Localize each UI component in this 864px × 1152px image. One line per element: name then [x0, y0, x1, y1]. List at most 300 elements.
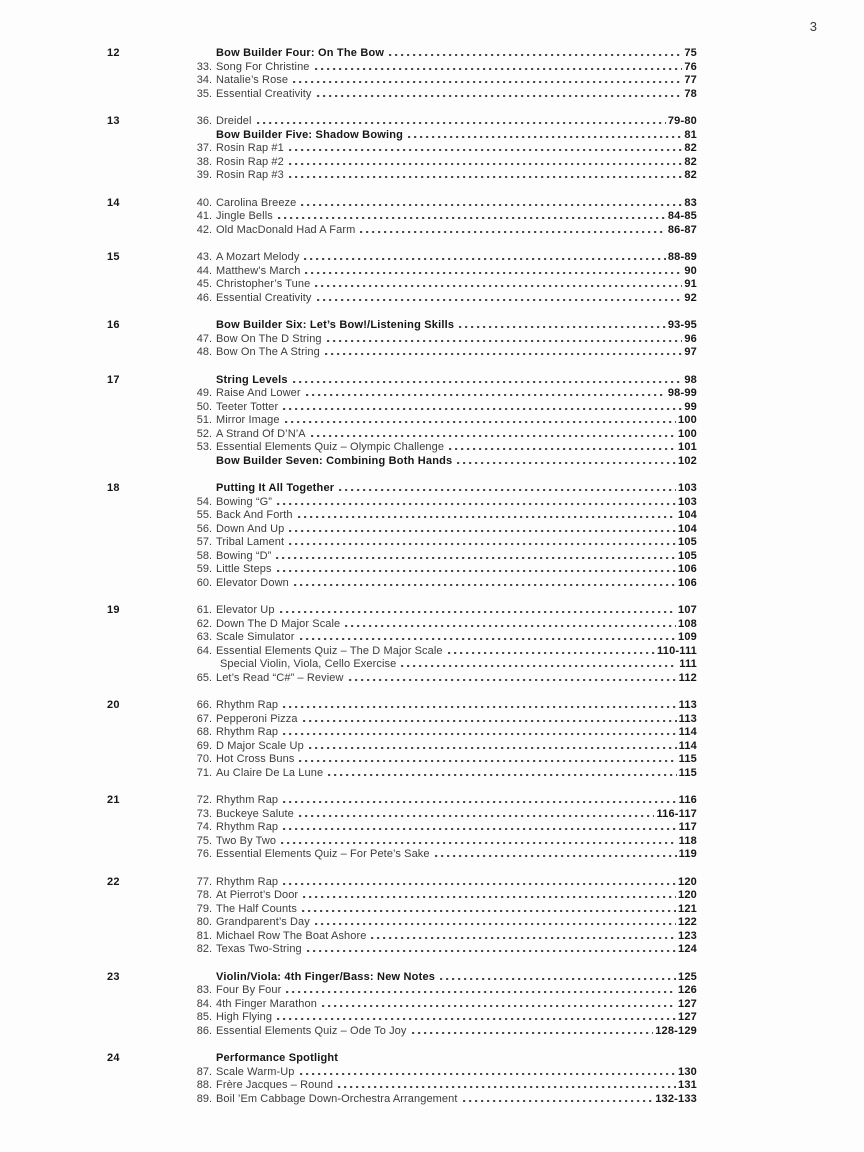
- entry-page-number: 88-89: [667, 251, 697, 263]
- entry-title: Song For Christine: [216, 60, 310, 73]
- entry-title: High Flying: [216, 1011, 273, 1023]
- toc-entry-row: [186, 428, 697, 442]
- dot-leader: [300, 638, 677, 640]
- toc-section-heading-row: [186, 1052, 697, 1066]
- toc-entry-row: [186, 808, 697, 822]
- toc-entry-row: [186, 821, 697, 835]
- entry-title: Bow Builder Six: Let’s Bow!/Listening Skills: [216, 319, 455, 331]
- toc-entry-row: [186, 142, 697, 156]
- toc-entry-row: [186, 1025, 697, 1039]
- entry-title: Rhythm Rap: [216, 821, 279, 833]
- entry-number: 80.: [196, 916, 212, 928]
- toc-entry-row: [186, 523, 697, 537]
- entry-page-number: 100: [678, 427, 697, 440]
- toc-entry-row: [186, 88, 697, 102]
- entry-title: Bow On The D String: [216, 332, 322, 345]
- dot-leader: [457, 462, 676, 464]
- toc-entry-row: [186, 563, 697, 577]
- entry-number: 41.: [196, 210, 212, 222]
- entry-page-number: 82: [684, 142, 697, 154]
- entry-number: 69.: [196, 739, 212, 752]
- entry-page-number: 102: [678, 454, 697, 467]
- entry-title: Essential Elements Quiz – Ode To Joy: [216, 1024, 407, 1037]
- entry-title: Four By Four: [216, 984, 282, 996]
- toc-entry-row: [186, 387, 697, 401]
- dot-leader: [317, 299, 683, 301]
- unit-block: [107, 482, 697, 590]
- unit-entries: [186, 115, 697, 183]
- toc-entry-row: [186, 115, 697, 129]
- dot-leader: [306, 394, 666, 396]
- toc-entry-row: [186, 889, 697, 903]
- entry-title: Violin/Viola: 4th Finger/Bass: New Notes: [216, 970, 436, 983]
- unit-entries: [186, 251, 697, 305]
- dot-leader: [299, 815, 655, 817]
- unit-block: [107, 47, 697, 101]
- unit-block: [107, 794, 697, 862]
- entry-number: 79.: [196, 902, 212, 915]
- entry-number: 55.: [196, 509, 212, 521]
- dot-leader: [305, 272, 682, 274]
- entry-page-number: 101: [678, 441, 697, 453]
- entry-title: Boil ’Em Cabbage Down-Orchestra Arrangement: [216, 1092, 458, 1105]
- dot-leader: [289, 163, 683, 165]
- entry-page-number: 106: [678, 576, 697, 589]
- entry-number: 77.: [196, 875, 212, 888]
- dot-leader: [283, 883, 676, 885]
- toc-entry-row: [186, 441, 697, 455]
- unit-entries: [186, 876, 697, 957]
- entry-page-number: 124: [678, 943, 697, 955]
- entry-number: 50.: [196, 400, 212, 413]
- entry-number: 45.: [196, 278, 212, 290]
- dot-leader: [276, 557, 676, 559]
- entry-page-number: 75: [684, 47, 697, 59]
- entry-number: 40.: [196, 196, 212, 209]
- entry-page-number: 100: [678, 414, 697, 426]
- dot-leader: [257, 122, 666, 124]
- dot-leader: [309, 747, 677, 749]
- entry-title: Bowing “D”: [216, 549, 272, 562]
- entry-title: Raise And Lower: [216, 387, 301, 399]
- entry-number: 60.: [196, 576, 212, 589]
- dot-leader: [315, 285, 682, 287]
- entry-page-number: 97: [684, 346, 697, 358]
- entry-title: Little Steps: [216, 563, 272, 575]
- entry-title: Michael Row The Boat Ashore: [216, 929, 367, 942]
- entry-number: 66.: [196, 699, 212, 711]
- unit-entries: [186, 482, 697, 590]
- entry-title: 4th Finger Marathon: [216, 997, 317, 1010]
- toc-section-heading-row: [186, 319, 697, 333]
- toc-entry-row: [186, 604, 697, 618]
- entry-page-number: 112: [678, 671, 697, 684]
- dot-leader: [389, 54, 682, 56]
- entry-page-number: 90: [684, 264, 697, 277]
- entry-title: Essential Creativity: [216, 87, 312, 100]
- entry-title: A Mozart Melody: [216, 251, 300, 263]
- unit-number: 21: [107, 794, 120, 806]
- entry-page-number: 127: [678, 997, 697, 1010]
- entry-number: 88.: [196, 1079, 212, 1091]
- dot-leader: [311, 435, 676, 437]
- dot-leader: [294, 584, 676, 586]
- entry-page-number: 111: [679, 658, 697, 670]
- toc-entry-row: [186, 848, 697, 862]
- entry-title: Performance Spotlight: [216, 1052, 339, 1064]
- unit-number: 18: [107, 482, 120, 494]
- entry-page-number: 119: [678, 848, 697, 860]
- entry-number: 81.: [196, 929, 212, 942]
- unit-block: [107, 197, 697, 238]
- toc-entry-row: [186, 672, 697, 686]
- entry-page-number: 126: [678, 984, 697, 996]
- toc-entry-row: [186, 903, 697, 917]
- dot-leader: [303, 720, 677, 722]
- dot-leader: [307, 950, 676, 952]
- dot-leader: [440, 978, 676, 980]
- entry-title: Rhythm Rap: [216, 699, 279, 711]
- toc-section-heading-row: [186, 971, 697, 985]
- unit-entries: [186, 971, 697, 1039]
- entry-page-number: 107: [678, 604, 697, 616]
- toc-entry-row: [186, 943, 697, 957]
- toc-entry-row: [186, 876, 697, 890]
- unit-number: 20: [107, 699, 120, 711]
- toc-entry-row: [186, 916, 697, 930]
- entry-number: 73.: [196, 807, 212, 820]
- entry-number: 78.: [196, 889, 212, 901]
- unit-block: [107, 251, 697, 305]
- entry-number: 89.: [196, 1092, 212, 1105]
- toc-entry-row: [186, 726, 697, 740]
- entry-number: 48.: [196, 346, 212, 358]
- entry-page-number: 132-133: [655, 1092, 697, 1105]
- dot-leader: [277, 503, 676, 505]
- entry-number: 33.: [196, 60, 212, 73]
- toc-entry-row: [186, 835, 697, 849]
- toc-entry-row: [186, 740, 697, 754]
- dot-leader: [328, 774, 676, 776]
- entry-title: Bowing “G”: [216, 495, 273, 508]
- dot-leader: [303, 896, 676, 898]
- entry-number: 74.: [196, 821, 212, 833]
- entry-number: 36.: [196, 115, 212, 127]
- toc-entry-row: [186, 753, 697, 767]
- entry-page-number: 99: [684, 400, 697, 413]
- entry-page-number: 78: [684, 87, 697, 100]
- toc-entry-row: [186, 645, 697, 659]
- entry-title: Texas Two-String: [216, 943, 302, 955]
- toc-entry-row: [186, 74, 697, 88]
- entry-page-number: 128-129: [655, 1024, 697, 1037]
- entry-page-number: 108: [678, 617, 697, 630]
- entry-page-number: 123: [678, 929, 697, 942]
- entry-number: 44.: [196, 264, 212, 277]
- entry-page-number: 114: [678, 739, 697, 752]
- entry-number: 51.: [196, 414, 212, 426]
- entry-number: 42.: [196, 223, 212, 236]
- dot-leader: [283, 408, 682, 410]
- dot-leader: [317, 95, 683, 97]
- entry-page-number: 103: [678, 495, 697, 508]
- entry-page-number: 122: [678, 916, 697, 928]
- entry-page-number: 125: [678, 970, 697, 983]
- dot-leader: [283, 706, 677, 708]
- dot-leader: [408, 136, 682, 138]
- toc-entry-row: [186, 536, 697, 550]
- unit-block: [107, 115, 697, 183]
- unit-number: 16: [107, 319, 120, 331]
- entry-number: 64.: [196, 644, 212, 657]
- unit-number: 12: [107, 47, 120, 59]
- entry-number: 49.: [196, 387, 212, 399]
- unit-number: 13: [107, 115, 120, 127]
- entry-title: Elevator Up: [216, 604, 275, 616]
- entry-number: 72.: [196, 794, 212, 806]
- dot-leader: [302, 910, 676, 912]
- entry-page-number: 105: [678, 536, 697, 548]
- toc-section-heading-row: [186, 455, 697, 469]
- toc-entry-row: [186, 713, 697, 727]
- toc-entry-row: [186, 197, 697, 211]
- entry-page-number: 113: [678, 699, 697, 711]
- entry-number: 86.: [196, 1024, 212, 1037]
- dot-leader: [278, 217, 666, 219]
- entry-number: 82.: [196, 943, 212, 955]
- toc-entry-row: [186, 550, 697, 564]
- entry-page-number: 115: [678, 753, 697, 765]
- entry-page-number: 103: [678, 482, 697, 494]
- entry-number: 52.: [196, 427, 212, 440]
- entry-page-number: 83: [684, 196, 697, 209]
- dot-leader: [401, 665, 677, 667]
- entry-title: Rhythm Rap: [216, 794, 279, 806]
- entry-page-number: 104: [678, 522, 697, 535]
- unit-block: [107, 374, 697, 469]
- dot-leader: [301, 204, 682, 206]
- toc-entry-row: [186, 224, 697, 238]
- toc-entry-row: [186, 658, 697, 672]
- toc-section-heading-row: [186, 374, 697, 388]
- dot-leader: [322, 1005, 676, 1007]
- toc-entry-row: [186, 346, 697, 360]
- unit-block: [107, 971, 697, 1039]
- entry-number: 39.: [196, 169, 212, 181]
- entry-number: 65.: [196, 671, 212, 684]
- dot-leader: [293, 381, 683, 383]
- dot-leader: [299, 760, 676, 762]
- entry-page-number: 93-95: [667, 319, 697, 331]
- toc-entry-row: [186, 1066, 697, 1080]
- toc-entry-row: [186, 998, 697, 1012]
- entry-number: 84.: [196, 997, 212, 1010]
- unit-entries: [186, 699, 697, 780]
- unit-block: [107, 876, 697, 957]
- dot-leader: [289, 176, 683, 178]
- toc-entry-row: [186, 794, 697, 808]
- toc-entry-row: [186, 1079, 697, 1093]
- toc-entry-row: [186, 292, 697, 306]
- entry-title: Tribal Lament: [216, 536, 285, 548]
- page-number: 3: [809, 19, 817, 34]
- entry-page-number: 117: [678, 821, 697, 833]
- entry-page-number: 106: [678, 563, 697, 575]
- dot-leader: [345, 625, 676, 627]
- entry-number: 67.: [196, 712, 212, 725]
- entry-title: Natalie’s Rose: [216, 74, 289, 86]
- entry-number: 68.: [196, 726, 212, 738]
- dot-leader: [281, 842, 677, 844]
- entry-title: Down And Up: [216, 522, 285, 535]
- entry-page-number: 120: [678, 889, 697, 901]
- dot-leader: [315, 923, 676, 925]
- entry-number: 53.: [196, 441, 212, 453]
- dot-leader: [293, 81, 682, 83]
- unit-entries: [186, 319, 697, 360]
- unit-number: 15: [107, 251, 120, 263]
- unit-entries: [186, 1052, 697, 1106]
- entry-page-number: 84-85: [667, 210, 697, 222]
- entry-title: D Major Scale Up: [216, 739, 304, 752]
- unit-number: 19: [107, 604, 120, 616]
- entry-number: 38.: [196, 155, 212, 168]
- entry-page-number: 104: [678, 509, 697, 521]
- unit-entries: [186, 374, 697, 469]
- entry-title: Rosin Rap #3: [216, 169, 284, 181]
- dot-leader: [277, 570, 676, 572]
- unit-entries: [186, 47, 697, 101]
- dot-leader: [289, 530, 676, 532]
- entry-number: 62.: [196, 617, 212, 630]
- unit-number: 24: [107, 1052, 120, 1064]
- dot-leader: [283, 828, 677, 830]
- dot-leader: [283, 801, 677, 803]
- entry-page-number: 86-87: [667, 223, 697, 236]
- entry-title: Buckeye Salute: [216, 807, 294, 820]
- dot-leader: [449, 448, 676, 450]
- entry-number: 37.: [196, 142, 212, 154]
- entry-page-number: 110-111: [657, 644, 697, 657]
- unit-number: 22: [107, 875, 120, 888]
- toc-entry-row: [186, 251, 697, 265]
- unit-number: 14: [107, 196, 120, 209]
- entry-title: Hot Cross Buns: [216, 753, 295, 765]
- entry-page-number: 92: [684, 291, 697, 304]
- toc-entry-row: [186, 333, 697, 347]
- toc-entry-row: [186, 496, 697, 510]
- toc-entry-row: [186, 1093, 697, 1107]
- entry-title: Down The D Major Scale: [216, 617, 341, 630]
- entry-page-number: 77: [684, 74, 697, 86]
- entry-number: 63.: [196, 631, 212, 643]
- toc-entry-row: [186, 618, 697, 632]
- dot-leader: [325, 353, 683, 355]
- entry-title: Teeter Totter: [216, 400, 279, 413]
- entry-title: Scale Warm-Up: [216, 1065, 295, 1078]
- entry-number: 70.: [196, 753, 212, 765]
- entry-title: A Strand Of D’N’A: [216, 427, 306, 440]
- toc-entry-row: [186, 278, 697, 292]
- dot-leader: [277, 1018, 676, 1020]
- entry-number: 54.: [196, 495, 212, 508]
- dot-leader: [289, 149, 683, 151]
- dot-leader: [280, 611, 676, 613]
- entry-number: 43.: [196, 251, 212, 263]
- dot-leader: [360, 231, 666, 233]
- entry-page-number: 98-99: [667, 387, 697, 399]
- dot-leader: [289, 543, 676, 545]
- entry-number: 47.: [196, 332, 212, 345]
- toc-section-heading-row: [186, 47, 697, 61]
- entry-title: The Half Counts: [216, 902, 297, 915]
- entry-page-number: 116: [678, 794, 697, 806]
- entry-title: Essential Elements Quiz – The D Major Scale: [216, 644, 443, 657]
- entry-number: 61.: [196, 604, 212, 616]
- entry-page-number: 82: [684, 155, 697, 168]
- entry-page-number: 121: [678, 902, 697, 915]
- entry-title: Jingle Bells: [216, 210, 273, 222]
- entry-title: Rosin Rap #2: [216, 155, 284, 168]
- entry-page-number: 130: [678, 1065, 697, 1078]
- unit-entries: [186, 197, 697, 238]
- entry-number: 58.: [196, 549, 212, 562]
- entry-number: 83.: [196, 984, 212, 996]
- unit-number: 23: [107, 970, 120, 983]
- dot-leader: [285, 421, 677, 423]
- entry-title: String Levels: [216, 373, 288, 386]
- unit-number: 17: [107, 373, 120, 386]
- entry-number: 76.: [196, 848, 212, 860]
- toc-entry-row: [186, 61, 697, 75]
- dot-leader: [448, 652, 655, 654]
- entry-title: Christopher’s Tune: [216, 278, 311, 290]
- entry-title: Bow Builder Seven: Combining Both Hands: [216, 454, 453, 467]
- entry-page-number: 105: [678, 549, 697, 562]
- entry-title: At Pierrot’s Door: [216, 889, 299, 901]
- dot-leader: [327, 340, 683, 342]
- entry-title: Mirror Image: [216, 414, 280, 426]
- entry-title: Frère Jacques – Round: [216, 1079, 334, 1091]
- unit-block: [107, 319, 697, 360]
- entry-number: 34.: [196, 74, 212, 86]
- entry-title: Back And Forth: [216, 509, 293, 521]
- table-of-contents: [107, 47, 697, 1120]
- entry-number: 35.: [196, 87, 212, 100]
- entry-title: Let’s Read “C#” – Review: [216, 671, 344, 684]
- entry-title: Elevator Down: [216, 576, 289, 589]
- toc-entry-row: [186, 414, 697, 428]
- entry-number: 75.: [196, 834, 212, 847]
- unit-block: [107, 699, 697, 780]
- dot-leader: [371, 937, 676, 939]
- dot-leader: [412, 1032, 654, 1034]
- entry-title: Pepperoni Pizza: [216, 712, 298, 725]
- dot-leader: [338, 1086, 676, 1088]
- entry-page-number: 114: [678, 726, 697, 738]
- entry-title: Essential Elements Quiz – For Pete’s Sake: [216, 848, 430, 860]
- dot-leader: [300, 1073, 677, 1075]
- dot-leader: [459, 326, 666, 328]
- entry-title: Bow On The A String: [216, 346, 320, 358]
- entry-number: 57.: [196, 536, 212, 548]
- entry-title: Scale Simulator: [216, 631, 295, 643]
- entry-title: Rhythm Rap: [216, 875, 279, 888]
- entry-number: 71.: [196, 766, 212, 779]
- toc-entry-row: [186, 156, 697, 170]
- entry-title: Grandparent’s Day: [216, 916, 310, 928]
- entry-page-number: 96: [684, 332, 697, 345]
